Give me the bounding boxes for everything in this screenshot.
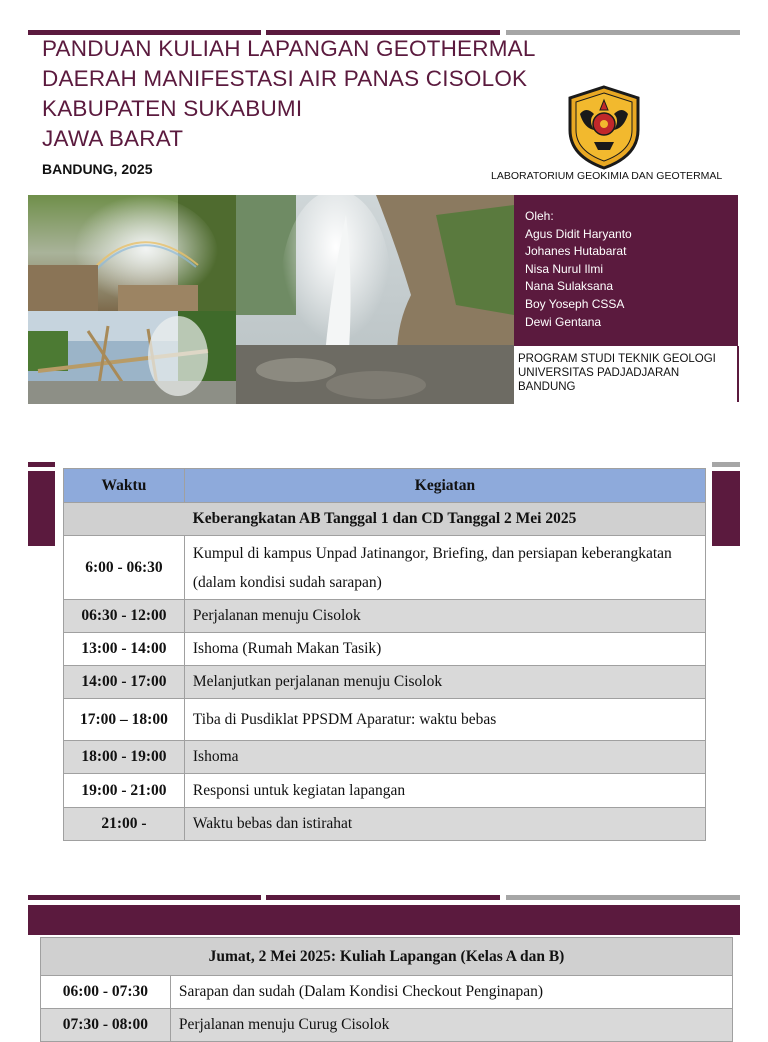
row-time: 6:00 - 06:30 [64, 536, 185, 600]
row-activity: Perjalanan menuju Cisolok [184, 600, 705, 633]
lab-name: LABORATORIUM GEOKIMIA DAN GEOTERMAL [491, 170, 723, 182]
left-block-maroon [28, 471, 55, 546]
row-activity: Tiba di Pusdiklat PPSDM Aparatur: waktu bebas [184, 699, 705, 741]
program-line-3: BANDUNG [518, 381, 576, 393]
row-activity: Sarapan dan sudah (Dalam Kondisi Checkout Penginapan) [170, 976, 732, 1009]
university-logo-icon [564, 84, 644, 170]
section-title-departure: Keberangkatan AB Tanggal 1 dan CD Tanggal 2 Mei 2025 [64, 503, 706, 536]
cover-title [42, 34, 582, 154]
col-header-time: Waktu [64, 469, 185, 503]
author-name: Dewi Gentana [525, 314, 602, 329]
title-line-4: JAWA BARAT [42, 126, 184, 151]
right-block-maroon [712, 471, 740, 546]
program-line-1: PROGRAM STUDI TEKNIK GEOLOGI [518, 353, 716, 365]
page3-bar-maroon-2 [266, 895, 500, 900]
author-name: Johanes Hutabarat [525, 244, 627, 259]
row-activity: Melanjutkan perjalanan menuju Cisolok [184, 666, 705, 699]
left-bar-maroon-small [28, 462, 55, 467]
authors-list [525, 208, 632, 331]
subtitle-city-year: BANDUNG, 2025 [42, 161, 153, 177]
schedule-table-departure [63, 468, 706, 841]
page3-maroon-band [28, 905, 740, 935]
title-line-3: KABUPATEN SUKABUMI [42, 96, 303, 121]
row-time: 21:00 - [64, 808, 185, 841]
title-line-1: PANDUAN KULIAH LAPANGAN GEOTHERMAL [42, 36, 536, 61]
photo-bamboo-bridge [28, 311, 236, 404]
title-line-2: DAERAH MANIFESTASI AIR PANAS CISOLOK [42, 66, 528, 91]
page3-bar-gray [506, 895, 740, 900]
study-program [518, 352, 716, 394]
row-activity: Ishoma (Rumah Makan Tasik) [184, 633, 705, 666]
row-time: 13:00 - 14:00 [64, 633, 185, 666]
row-activity: Kumpul di kampus Unpad Jatinangor, Briefing, dan persiapan keberangkatan (dalam kondisi sudah sarapan) [184, 536, 705, 600]
schedule-table-day2 [40, 937, 733, 1042]
row-activity: Waktu bebas dan istirahat [184, 808, 705, 841]
program-divider [737, 346, 739, 402]
row-activity: Responsi untuk kegiatan lapangan [184, 774, 705, 808]
author-name: Nana Sulaksana [525, 279, 614, 294]
author-name: Agus Didit Haryanto [525, 226, 632, 241]
section-title-day2: Jumat, 2 Mei 2025: Kuliah Lapangan (Kelas A dan B) [41, 938, 733, 976]
row-time: 07:30 - 08:00 [41, 1009, 171, 1042]
program-line-2: UNIVERSITAS PADJADJARAN [518, 367, 680, 379]
author-name: Boy Yoseph CSSA [525, 296, 625, 311]
right-bar-gray-small [712, 462, 740, 467]
author-name: Nisa Nurul Ilmi [525, 261, 604, 276]
row-time: 19:00 - 21:00 [64, 774, 185, 808]
page3-bar-maroon-1 [28, 895, 261, 900]
row-time: 06:30 - 12:00 [64, 600, 185, 633]
row-time: 14:00 - 17:00 [64, 666, 185, 699]
row-activity: Ishoma [184, 741, 705, 774]
row-time: 06:00 - 07:30 [41, 976, 171, 1009]
authors-label: Oleh: [525, 209, 554, 223]
row-activity: Perjalanan menuju Curug Cisolok [170, 1009, 732, 1042]
photo-hot-spring-rainbow [28, 195, 236, 311]
row-time: 17:00 – 18:00 [64, 699, 185, 741]
col-header-activity: Kegiatan [184, 469, 705, 503]
row-time: 18:00 - 19:00 [64, 741, 185, 774]
photo-geyser [236, 195, 514, 404]
